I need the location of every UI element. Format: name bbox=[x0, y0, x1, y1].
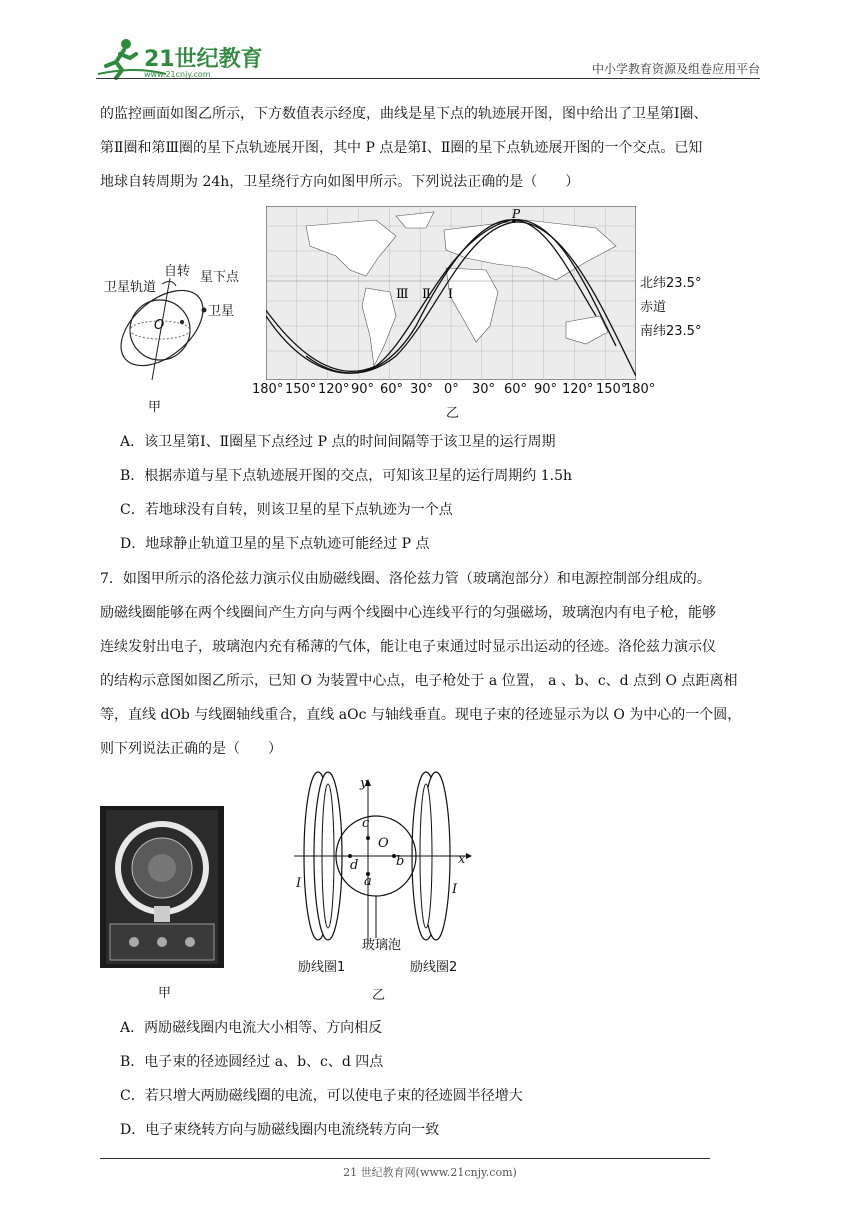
q6-option-a[interactable]: A．该卫星第Ⅰ、Ⅱ圈星下点经过 P 点的时间间隔等于该卫星的运行周期 bbox=[120, 434, 556, 450]
q6-stem-line-2: 第Ⅱ圈和第Ⅲ圈的星下点轨迹展开图，其中 P 点是第Ⅰ、Ⅱ圈的星下点轨迹展开图的一个交点。已知 bbox=[100, 140, 703, 156]
q6-option-c[interactable]: C．若地球没有自转，则该卫星的星下点轨迹为一个点 bbox=[120, 502, 453, 518]
lon-label: 150° bbox=[285, 382, 317, 397]
point-b-label: b bbox=[396, 854, 405, 869]
q7-caption-jia: 甲 bbox=[158, 986, 172, 1001]
q6-caption-yi: 乙 bbox=[446, 406, 460, 421]
lon-label: 180° bbox=[252, 382, 284, 397]
q7-option-a[interactable]: A．两励磁线圈内电流大小相等、方向相反 bbox=[120, 1020, 383, 1036]
q6-stem-line-1: 的监控画面如图乙所示，下方数值表示经度，曲线是星下点的轨迹展开图，图中给出了卫星第Ⅰ圈、 bbox=[100, 106, 708, 122]
header-divider bbox=[96, 78, 760, 79]
lon-label: 150° bbox=[596, 382, 628, 397]
footer-divider bbox=[100, 1158, 710, 1159]
current-left-label: I bbox=[296, 876, 302, 891]
lon-label: 120° bbox=[562, 382, 594, 397]
label-center-o: O bbox=[154, 318, 165, 333]
header-platform-text: 中小学教育资源及组卷应用平台 bbox=[591, 62, 760, 76]
site-logo bbox=[96, 36, 266, 80]
logo-url: www.21cnjy.com bbox=[144, 70, 211, 79]
coil-2-label: 励线圈2 bbox=[410, 960, 458, 975]
footer-text: 21 世纪教育网(www.21cnjy.com) bbox=[343, 1166, 517, 1179]
label-satellite-orbit: 卫星轨道 bbox=[104, 280, 157, 295]
logo-text: 21世纪教育 bbox=[144, 47, 263, 72]
lon-label: 60° bbox=[504, 382, 528, 397]
lon-label: 30° bbox=[472, 382, 496, 397]
lon-label: 120° bbox=[318, 382, 350, 397]
longitude-axis bbox=[252, 382, 656, 398]
point-c-label: c bbox=[362, 816, 370, 831]
track-label-3: Ⅲ bbox=[396, 287, 409, 302]
q7-stem-line-2: 励磁线圈能够在两个线圈间产生方向与两个线圈中心连线平行的匀强磁场，玻璃泡内有电子枪，能够 bbox=[100, 605, 716, 621]
q7-stem-line-3: 连续发射出电子，玻璃泡内充有稀薄的气体，能让电子束通过时显示出运动的径迹。洛伦兹力演示仪 bbox=[100, 639, 716, 655]
track-label-1: Ⅰ bbox=[448, 287, 454, 302]
q7-stem-line-5: 等，直线 dOb 与线圈轴线重合，直线 aOc 与轴线垂直。现电子束的径迹显示为以 O 为中心的一个圆， bbox=[100, 707, 742, 723]
q7-option-d[interactable]: D．电子束绕转方向与励磁线圈内电流绕转方向一致 bbox=[120, 1122, 440, 1138]
q7-stem-line-6: 则下列说法正确的是（ ） bbox=[100, 741, 282, 757]
q7-stem-line-1: 7．如图甲所示的洛伦兹力演示仪由励磁线圈、洛伦兹力管（玻璃泡部分）和电源控制部分组成的。 bbox=[100, 571, 711, 587]
q7-stem-line-4: 的结构示意图如图乙所示，已知 O 为装置中心点，电子枪处于 a 位置， a 、b、c、d 点到 O 点距离相 bbox=[100, 673, 738, 689]
lon-label: 90° bbox=[351, 382, 375, 397]
lat-label-equator: 赤道 bbox=[640, 300, 667, 315]
q6-figure-yi-map bbox=[266, 206, 636, 380]
point-o-label: O bbox=[378, 836, 389, 851]
q6-option-b[interactable]: B．根据赤道与星下点轨迹展开图的交点，可知该卫星的运行周期约 1.5h bbox=[120, 468, 573, 484]
point-d-label: d bbox=[350, 858, 359, 873]
bulb-label: 玻璃泡 bbox=[362, 938, 402, 953]
lon-label: 30° bbox=[410, 382, 434, 397]
q7-figure-jia-photo bbox=[100, 806, 224, 968]
label-satellite: 卫星 bbox=[208, 304, 235, 319]
q7-option-c[interactable]: C．若只增大两励磁线圈的电流，可以使电子束的径迹圆半径增大 bbox=[120, 1088, 523, 1104]
axis-y-label: y bbox=[360, 776, 368, 791]
lat-label-north: 北纬23.5° bbox=[640, 276, 702, 291]
q6-figure-jia bbox=[100, 258, 250, 388]
coil-1-label: 励线圈1 bbox=[298, 960, 346, 975]
current-right-label: I bbox=[452, 882, 458, 897]
track-label-2: Ⅱ bbox=[422, 287, 431, 302]
label-subsatellite-point: 星下点 bbox=[200, 270, 240, 285]
q7-option-b[interactable]: B．电子束的径迹圆经过 a、b、c、d 四点 bbox=[120, 1054, 384, 1070]
point-p-label: P bbox=[512, 207, 521, 221]
lon-label: 0° bbox=[444, 382, 459, 397]
lon-label: 60° bbox=[380, 382, 404, 397]
q7-caption-yi: 乙 bbox=[372, 988, 386, 1003]
q6-stem-line-3: 地球自转周期为 24h，卫星绕行方向如图甲所示。下列说法正确的是（ ） bbox=[100, 174, 580, 190]
q6-caption-jia: 甲 bbox=[148, 400, 162, 415]
lon-label: 180° bbox=[624, 382, 656, 397]
label-rotation: 自转 bbox=[164, 264, 191, 279]
q7-figure-yi-schematic bbox=[290, 766, 490, 976]
axis-x-label: x bbox=[458, 852, 466, 867]
point-a-label: a bbox=[364, 874, 372, 889]
lon-label: 90° bbox=[534, 382, 558, 397]
q6-option-d[interactable]: D．地球静止轨道卫星的星下点轨迹可能经过 P 点 bbox=[120, 536, 430, 552]
lat-label-south: 南纬23.5° bbox=[640, 324, 702, 339]
